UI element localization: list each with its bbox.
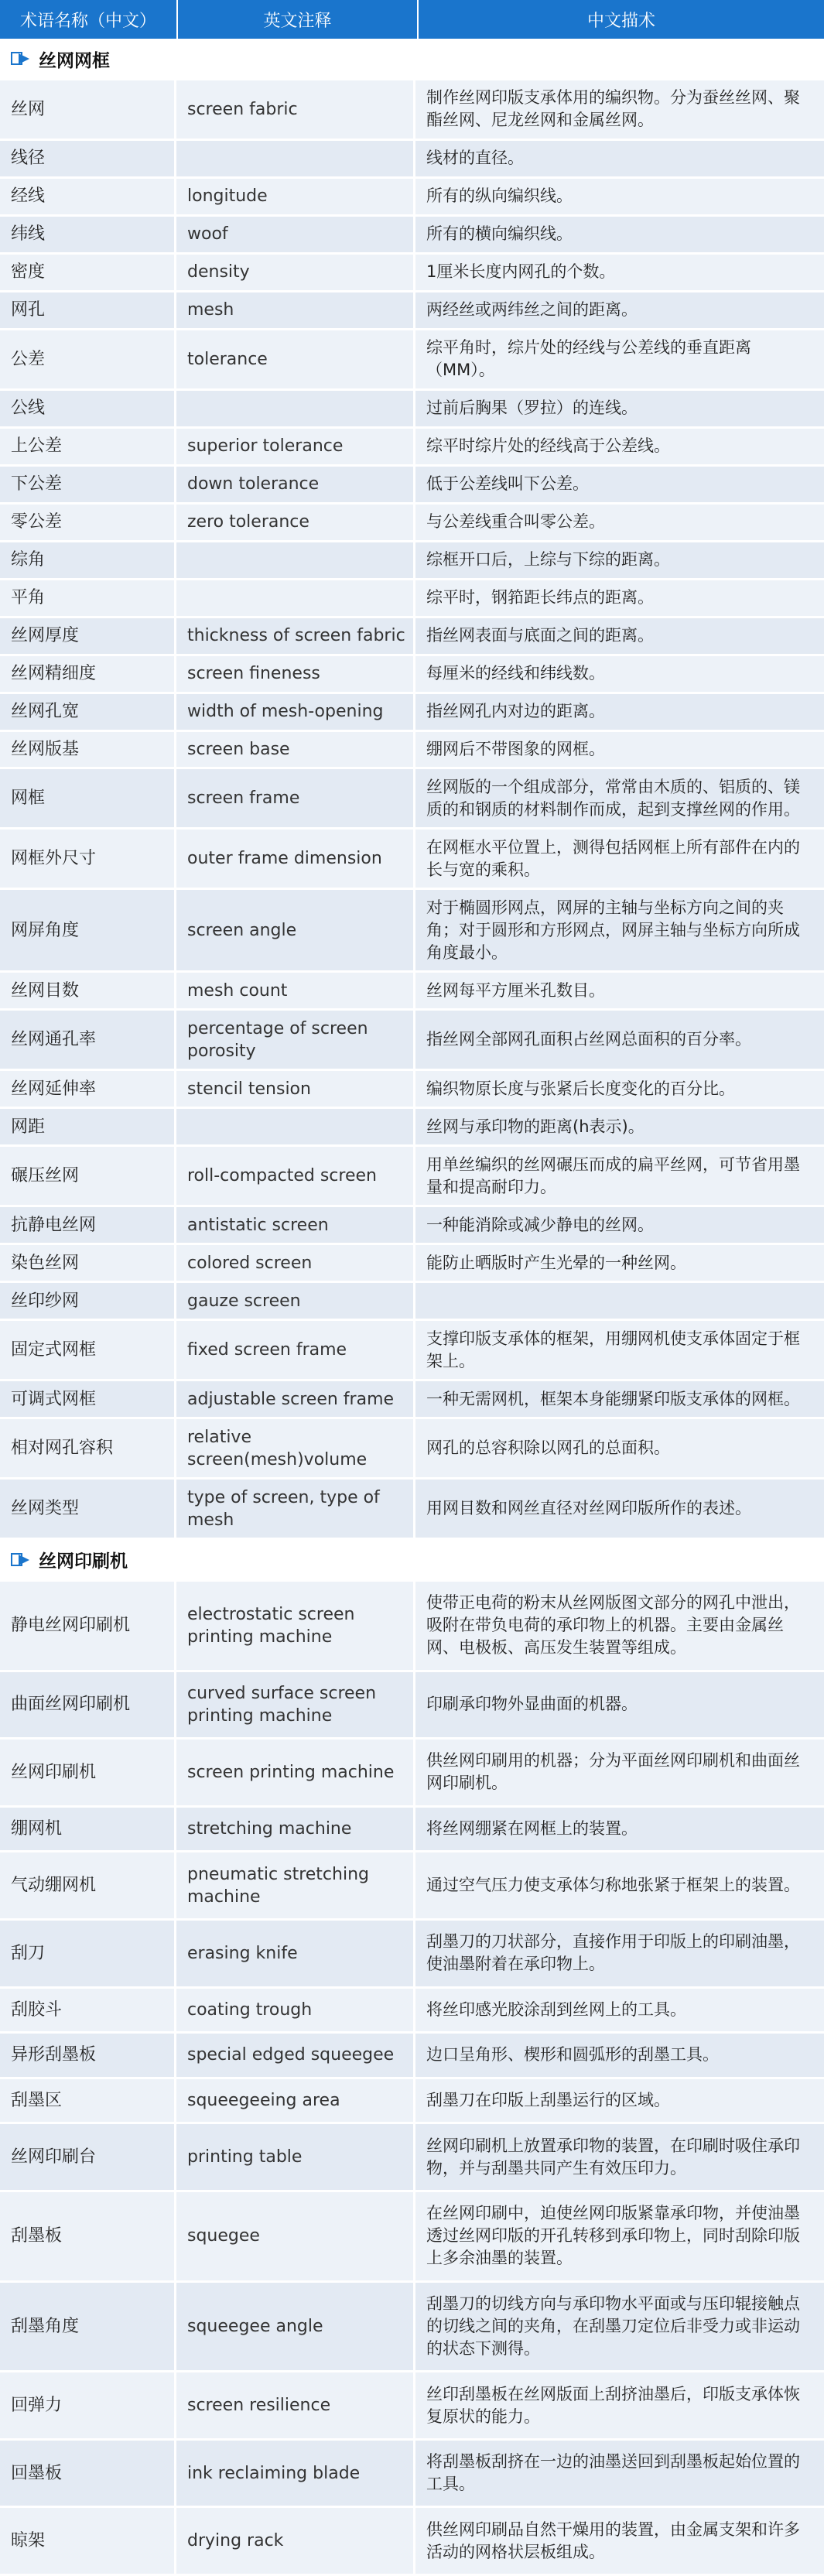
term-cell: 丝网目数	[0, 973, 176, 1008]
description-cell: 将丝印感光胶涂刮到丝网上的工具。	[426, 2000, 686, 2019]
english-cell: antistatic screen	[176, 1207, 415, 1243]
table-row	[0, 694, 824, 732]
description-cell: 在网框水平位置上，测得包括网框上所有部件在内的长与宽的乘积。	[426, 837, 800, 879]
description-cell: 供丝网印刷用的机器；分为平面丝网印刷机和曲面丝网印刷机。	[426, 1751, 800, 1793]
term-cell: 相对网孔容积	[0, 1419, 176, 1477]
description-cell: 综平时综片处的经线高于公差线。	[426, 436, 670, 456]
english-cell: electrostatic screen printing machine	[176, 1582, 415, 1670]
english-cell: fixed screen frame	[176, 1321, 415, 1379]
table-row	[0, 732, 824, 770]
english-cell: screen base	[176, 732, 415, 768]
description-cell: 一种无需网机，框架本身能绷紧印版支承体的网框。	[426, 1389, 800, 1408]
table-row	[0, 1071, 824, 1109]
term-cell: 丝网精细度	[0, 656, 176, 692]
english-cell: stencil tension	[176, 1071, 415, 1107]
table-row	[0, 1245, 824, 1283]
term-cell: 刮墨角度	[0, 2283, 176, 2371]
table-header	[0, 0, 824, 39]
table-row	[0, 1989, 824, 2034]
description-cell: 所有的纵向编织线。	[426, 186, 573, 206]
table-row	[0, 80, 824, 141]
english-cell: mesh	[176, 292, 415, 328]
term-cell: 丝网	[0, 80, 176, 139]
description-cell: 指丝网全部网孔面积占丝网总面积的百分率。	[426, 1030, 751, 1049]
table-row	[0, 1109, 824, 1147]
english-cell: stretching machine	[176, 1808, 415, 1851]
description-cell: 一种能消除或减少静电的丝网。	[426, 1215, 654, 1234]
table-row	[0, 330, 824, 391]
term-cell: 静电丝网印刷机	[0, 1582, 176, 1670]
description-cell: 印刷承印物外显曲面的机器。	[426, 1695, 638, 1714]
table-row	[0, 830, 824, 890]
table-row	[0, 890, 824, 973]
english-cell: screen printing machine	[176, 1740, 415, 1805]
term-cell: 网孔	[0, 292, 176, 328]
table-row	[0, 1672, 824, 1740]
description-cell: 丝网印刷机上放置承印物的装置，在印刷时吸住承印物，并与刮墨共同产生有效压印力。	[426, 2136, 800, 2177]
table-row	[0, 467, 824, 505]
term-cell: 线径	[0, 141, 176, 176]
english-cell: adjustable screen frame	[176, 1381, 415, 1417]
description-cell: 能防止晒版时产生光晕的一种丝网。	[426, 1253, 686, 1272]
description-cell: 支撑印版支承体的框架，用绷网机使支承体固定于框架上。	[426, 1329, 800, 1370]
description-cell: 过前后胸果（罗拉）的连线。	[426, 399, 638, 418]
english-cell: pneumatic stretching machine	[176, 1852, 415, 1918]
header-chinese-description: 中文描术	[586, 11, 655, 31]
term-cell: 丝网通孔率	[0, 1011, 176, 1069]
term-cell: 上公差	[0, 429, 176, 464]
table-row	[0, 1207, 824, 1245]
english-cell: curved surface screen printing machine	[176, 1672, 415, 1738]
term-cell: 刮刀	[0, 1921, 176, 1986]
english-cell: down tolerance	[176, 467, 415, 502]
english-cell	[176, 580, 415, 616]
table-row	[0, 1147, 824, 1207]
table-row	[0, 2441, 824, 2509]
table-row	[0, 1808, 824, 1853]
section-title: 丝网网框	[39, 50, 110, 71]
description-cell: 丝网与承印物的距离(h表示)。	[426, 1117, 644, 1136]
description-cell: 1厘米长度内网孔的个数。	[426, 262, 616, 282]
term-cell: 晾架	[0, 2508, 176, 2574]
table-row	[0, 2283, 824, 2373]
table-row	[0, 429, 824, 467]
english-cell: outer frame dimension	[176, 830, 415, 888]
description-cell: 刮墨刀在印版上刮墨运行的区域。	[426, 2091, 670, 2110]
description-cell: 使带正电荷的粉末从丝网版图文部分的网孔中泄出，吸附在带负电荷的承印物上的机器。主要由金属丝网、电极板、高压发生装置等组成。	[426, 1593, 800, 1657]
english-cell: zero tolerance	[176, 505, 415, 540]
term-cell: 丝网印刷台	[0, 2124, 176, 2190]
term-cell: 抗静电丝网	[0, 1207, 176, 1243]
description-cell: 综平角时，综片处的经线与公差线的垂直距离（MM）。	[426, 338, 751, 380]
english-cell	[176, 1109, 415, 1144]
english-cell: printing table	[176, 2124, 415, 2190]
table-row	[0, 769, 824, 830]
table-row	[0, 580, 824, 618]
table-row	[0, 1852, 824, 1921]
term-cell: 丝网印刷机	[0, 1740, 176, 1805]
english-cell: relative screen(mesh)volume	[176, 1419, 415, 1477]
english-cell: special edged squeegee	[176, 2034, 415, 2077]
description-cell: 低于公差线叫下公差。	[426, 474, 589, 494]
english-cell: colored screen	[176, 1245, 415, 1281]
term-cell: 密度	[0, 255, 176, 290]
term-cell: 经线	[0, 179, 176, 214]
table-row	[0, 542, 824, 580]
term-cell: 回墨板	[0, 2441, 176, 2506]
description-cell: 刮墨刀的切线方向与承印物水平面或与压印辊接触点的切线之间的夹角，在刮墨刀定位后非受力或非运动的状态下测得。	[426, 2294, 800, 2358]
english-cell: screen frame	[176, 769, 415, 827]
english-cell: thickness of screen fabric	[176, 618, 415, 654]
english-cell: screen angle	[176, 890, 415, 970]
table-row	[0, 292, 824, 330]
table-row	[0, 2192, 824, 2283]
description-cell: 用网目数和网丝直径对丝网印版所作的表述。	[426, 1499, 751, 1518]
table-row	[0, 141, 824, 179]
table-row	[0, 1381, 824, 1419]
term-cell: 曲面丝网印刷机	[0, 1672, 176, 1738]
description-cell: 丝印刮墨板在丝网版面上刮挤油墨后，印版支承体恢复原状的能力。	[426, 2384, 800, 2426]
term-cell: 纬线	[0, 217, 176, 252]
section-heading	[0, 1540, 824, 1582]
term-cell: 零公差	[0, 505, 176, 540]
english-cell: tolerance	[176, 330, 415, 388]
english-cell	[176, 141, 415, 176]
table-row	[0, 1740, 824, 1808]
description-cell: 对于椭圆形网点，网屏的主轴与坐标方向之间的夹角；对于圆形和方形网点，网屏主轴与坐标方向所成角度最小。	[426, 898, 800, 962]
term-cell: 网框	[0, 769, 176, 827]
section-rows	[0, 1582, 824, 2576]
description-cell: 编织物原长度与张紧后长度变化的百分比。	[426, 1079, 735, 1098]
english-cell: ink reclaiming blade	[176, 2441, 415, 2506]
description-cell: 通过空气压力使支承体匀称地张紧于框架上的装置。	[426, 1876, 800, 1895]
description-cell: 综平时，钢筘距长纬点的距离。	[426, 588, 654, 607]
description-cell: 边口呈角形、楔形和圆弧形的刮墨工具。	[426, 2045, 719, 2065]
english-cell: longitude	[176, 179, 415, 214]
table-row	[0, 2124, 824, 2192]
english-cell: erasing knife	[176, 1921, 415, 1986]
description-cell: 绷网后不带图象的网框。	[426, 739, 605, 758]
description-cell: 刮墨刀的刀状部分，直接作用于印版上的印刷油墨，使油墨附着在承印物上。	[426, 1932, 800, 1974]
description-cell: 在丝网印刷中，迫使丝网印版紧靠承印物，并使油墨透过丝网印版的开孔转移到承印物上，同时刮除印版上多余油墨的装置。	[426, 2204, 800, 2268]
english-cell: percentage of screen porosity	[176, 1011, 415, 1069]
english-cell	[176, 542, 415, 578]
description-cell: 综框开口后，上综与下综的距离。	[426, 550, 670, 570]
description-cell: 丝网每平方厘米孔数目。	[426, 980, 605, 1000]
description-cell: 用单丝编织的丝网碾压而成的扁平丝网，可节省用墨量和提高耐印力。	[426, 1155, 800, 1196]
table-row	[0, 255, 824, 292]
table-row	[0, 1419, 824, 1480]
table-row	[0, 1283, 824, 1321]
description-cell: 两经丝或两纬丝之间的距离。	[426, 300, 638, 320]
term-cell: 网距	[0, 1109, 176, 1144]
description-cell: 指丝网孔内对边的距离。	[426, 702, 605, 721]
table-row	[0, 618, 824, 656]
description-cell	[415, 1283, 824, 1319]
description-cell: 将丝网绷紧在网框上的装置。	[426, 1819, 638, 1839]
english-cell: superior tolerance	[176, 429, 415, 464]
term-cell: 固定式网框	[0, 1321, 176, 1379]
table-row	[0, 1011, 824, 1071]
table-row	[0, 2079, 824, 2125]
english-cell: density	[176, 255, 415, 290]
english-cell: coating trough	[176, 1989, 415, 2032]
english-cell: woof	[176, 217, 415, 252]
english-cell: gauze screen	[176, 1283, 415, 1319]
english-cell: squegee	[176, 2192, 415, 2280]
english-cell: drying rack	[176, 2508, 415, 2574]
term-cell: 综角	[0, 542, 176, 578]
table-row	[0, 1921, 824, 1989]
english-cell: roll-compacted screen	[176, 1147, 415, 1205]
arrow-box-icon	[11, 1552, 31, 1568]
table-row	[0, 179, 824, 217]
section-rows	[0, 80, 824, 1540]
english-cell: mesh count	[176, 973, 415, 1008]
english-cell: screen fineness	[176, 656, 415, 692]
table-row	[0, 505, 824, 542]
description-cell: 所有的横向编织线。	[426, 224, 573, 244]
arrow-box-icon	[11, 51, 31, 67]
table-row	[0, 1582, 824, 1672]
term-cell: 丝网孔宽	[0, 694, 176, 730]
term-cell: 下公差	[0, 467, 176, 502]
description-cell: 供丝网印刷品自然干燥用的装置，由金属支架和许多活动的网格状层板组成。	[426, 2520, 800, 2561]
term-cell: 公线	[0, 391, 176, 426]
description-cell: 将刮墨板刮挤在一边的油墨送回到刮墨板起始位置的工具。	[426, 2452, 800, 2494]
term-cell: 网屏角度	[0, 890, 176, 970]
table-row	[0, 973, 824, 1011]
term-cell: 丝印纱网	[0, 1283, 176, 1319]
english-cell: type of screen, type of mesh	[176, 1480, 415, 1538]
term-cell: 刮墨区	[0, 2079, 176, 2123]
term-cell: 绷网机	[0, 1808, 176, 1851]
term-cell: 碾压丝网	[0, 1147, 176, 1205]
term-cell: 公差	[0, 330, 176, 388]
english-cell: screen fabric	[176, 80, 415, 139]
term-cell: 网框外尺寸	[0, 830, 176, 888]
english-cell	[176, 391, 415, 426]
section-title: 丝网印刷机	[39, 1551, 128, 1572]
description-cell: 丝网版的一个组成部分，常常由木质的、铝质的、镁质的和钢质的材料制作而成，起到支撑丝网的作用。	[426, 777, 800, 819]
description-cell: 与公差线重合叫零公差。	[426, 512, 605, 532]
table-row	[0, 2372, 824, 2441]
term-cell: 回弹力	[0, 2372, 176, 2438]
table-row	[0, 391, 824, 429]
english-cell: width of mesh-opening	[176, 694, 415, 730]
term-cell: 刮胶斗	[0, 1989, 176, 2032]
description-cell: 每厘米的经线和纬线数。	[426, 664, 605, 683]
term-cell: 丝网类型	[0, 1480, 176, 1538]
description-cell: 指丝网表面与底面之间的距离。	[426, 626, 654, 645]
description-cell: 线材的直径。	[426, 149, 524, 168]
english-cell: screen resilience	[176, 2372, 415, 2438]
table-row	[0, 656, 824, 694]
table-row	[0, 217, 824, 255]
section-heading	[0, 39, 824, 80]
term-cell: 气动绷网机	[0, 1852, 176, 1918]
term-cell: 异形刮墨板	[0, 2034, 176, 2077]
term-cell: 刮墨板	[0, 2192, 176, 2280]
term-cell: 丝网延伸率	[0, 1071, 176, 1107]
table-row	[0, 1480, 824, 1540]
term-cell: 可调式网框	[0, 1381, 176, 1417]
term-cell: 染色丝网	[0, 1245, 176, 1281]
table-row	[0, 1321, 824, 1381]
table-row	[0, 2508, 824, 2576]
english-cell: squeegee angle	[176, 2283, 415, 2371]
header-english-note: 英文注释	[178, 0, 419, 39]
term-cell: 丝网厚度	[0, 618, 176, 654]
english-cell: squeegeeing area	[176, 2079, 415, 2123]
description-cell: 制作丝网印版支承体用的编织物。分为蚕丝丝网、聚酯丝网、尼龙丝网和金属丝网。	[426, 88, 800, 130]
header-term-name: 术语名称（中文）	[0, 0, 178, 39]
term-cell: 丝网版基	[0, 732, 176, 768]
term-cell: 平角	[0, 580, 176, 616]
description-cell: 网孔的总容积除以网孔的总面积。	[426, 1439, 670, 1458]
table-row	[0, 2034, 824, 2079]
